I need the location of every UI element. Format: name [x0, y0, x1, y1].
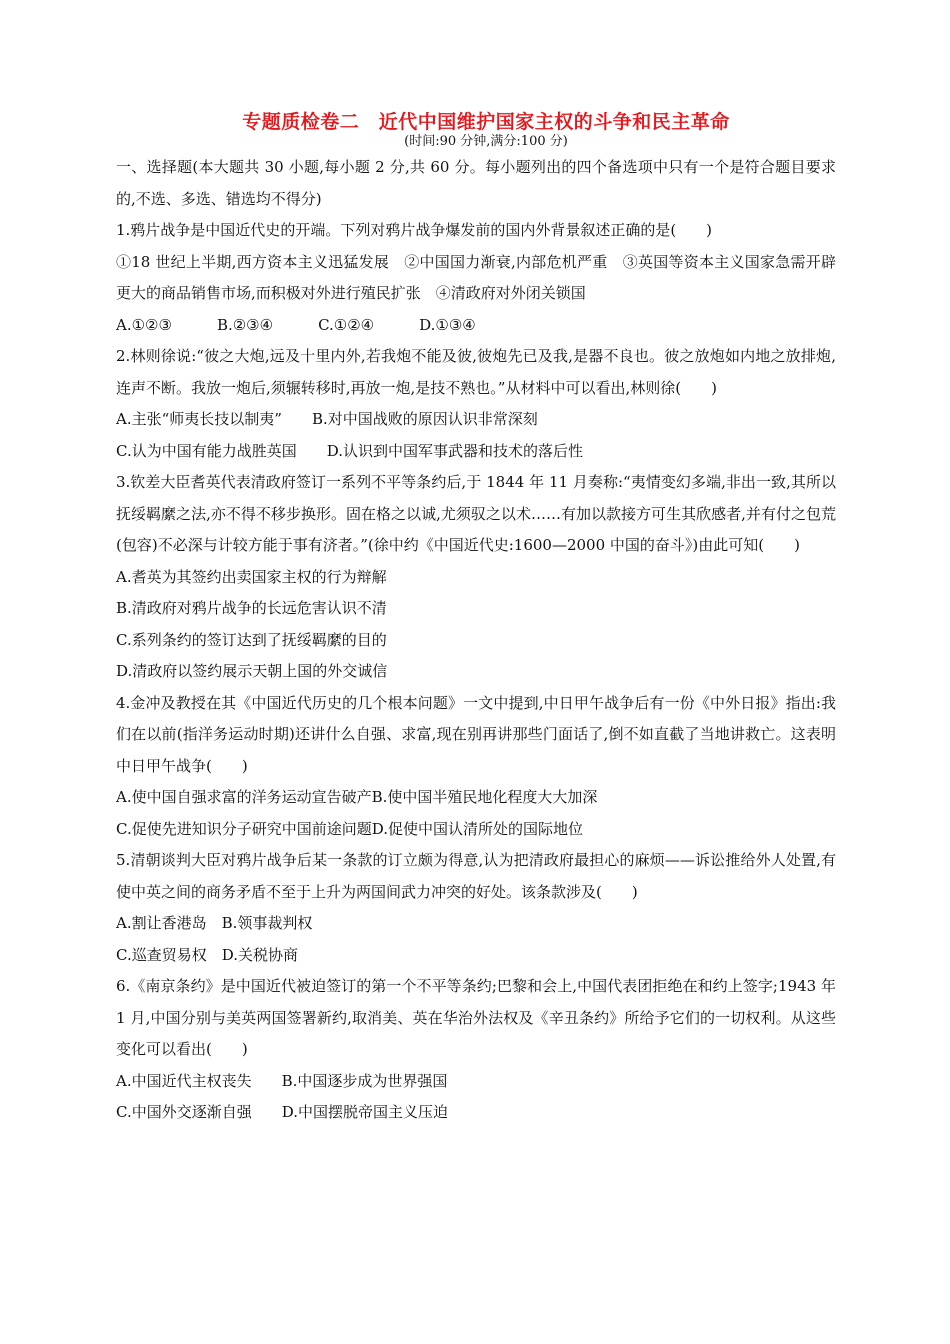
question-options: A.使中国自强求富的洋务运动宣告破产B.使中国半殖民地化程度大大加深: [116, 788, 598, 806]
question-statements: ①18 世纪上半期,西方资本主义迅猛发展 ②中国国力渐衰,内部危机严重 ③英国等资本主义国家急需开辟更大的商品销售市场,而积极对外进行殖民扩张 ④清政府对外闭关锁国: [116, 252, 836, 302]
question-1: [116, 215, 836, 341]
question-options: C.中国外交逐渐自强 D.中国摆脱帝国主义压迫: [116, 1103, 448, 1121]
question-3: [116, 467, 836, 688]
question-option-c: C.系列条约的签订达到了抚绥羁縻的目的: [116, 630, 387, 649]
question-4: [116, 688, 836, 846]
question-stem: 6.《南京条约》是中国近代被迫签订的第一个不平等条约;巴黎和会上,中国代表团拒绝在和约上签字;1943 年 1 月,中国分别与美英两国签署新约,取消美、英在华治外法权及《辛丑条约》所给予它们的一切权利。从这些变化可以看出( ): [116, 977, 836, 1058]
question-options: C.认为中国有能力战胜英国 D.认识到中国军事武器和技术的落后性: [116, 441, 583, 460]
section-instructions: 一、选择题(本大题共 30 小题,每小题 2 分,共 60 分。每小题列出的四个备选项中只有一个是符合题目要求的,不选、多选、错选均不得分): [116, 158, 836, 208]
question-option-a: A.耆英为其签约出卖国家主权的行为辩解: [116, 567, 387, 586]
question-options: A.割让香港岛 B.领事裁判权: [116, 914, 313, 932]
question-2: [116, 341, 836, 467]
question-option-b: B.清政府对鸦片战争的长远危害认识不清: [116, 599, 387, 617]
question-options: A.主张“师夷长技以制夷” B.对中国战败的原因认识非常深刻: [116, 410, 538, 428]
question-options: C.促使先进知识分子研究中国前途问题D.促使中国认清所处的国际地位: [116, 819, 583, 838]
question-stem: 2.林则徐说:“彼之大炮,远及十里内外,若我炮不能及彼,彼炮先已及我,是器不良也。彼之放炮如内地之放排炮,连声不断。我放一炮后,须辗转移时,再放一炮,是技不熟也。”从材料中可以看出,林则徐( ): [116, 347, 836, 397]
question-options: A.中国近代主权丧失 B.中国逐步成为世界强国: [116, 1071, 448, 1090]
exam-page: [116, 110, 836, 1129]
question-options: C.巡查贸易权 D.关税协商: [116, 945, 298, 964]
question-stem: 5.清朝谈判大臣对鸦片战争后某一条款的订立颇为得意,认为把清政府最担心的麻烦——诉讼推给外人处置,有使中英之间的商务矛盾不至于上升为两国间武力冲突的好处。该条款涉及( ): [116, 851, 836, 901]
question-option-d: D.清政府以签约展示天朝上国的外交诚信: [116, 662, 388, 680]
question-6: [116, 971, 836, 1129]
question-5: [116, 845, 836, 971]
question-stem: 4.金冲及教授在其《中国近代历史的几个根本问题》一文中提到,中日甲午战争后有一份《中外日报》指出:我们在以前(指洋务运动时期)还讲什么自强、求富,现在别再讲那些门面话了,倒不如直截了当地讲救亡。这表明中日甲午战争( ): [116, 693, 836, 775]
question-stem: 3.钦差大臣耆英代表清政府签订一系列不平等条约后,于 1844 年 11 月奏称:“夷情变幻多端,非出一致,其所以抚绥羁縻之法,亦不得不移步换形。固在格之以诚,尤须驭之以术……有加以款接方可生其欣感者,并有付之包荒(包容)不必深与计较方能于事有济者。”(徐中约《中国近代史:1600—2000 中国的奋斗》)由此可知( ): [116, 473, 836, 554]
page-title: 专题质检卷二 近代中国维护国家主权的斗争和民主革命: [242, 111, 730, 133]
question-stem: 1.鸦片战争是中国近代史的开端。下列对鸦片战争爆发前的国内外背景叙述正确的是( ): [116, 221, 713, 239]
question-options: A.①②③ B.②③④ C.①②④ D.①③④: [116, 315, 476, 334]
exam-time-score: (时间:90 分钟,满分:100 分): [404, 134, 568, 149]
